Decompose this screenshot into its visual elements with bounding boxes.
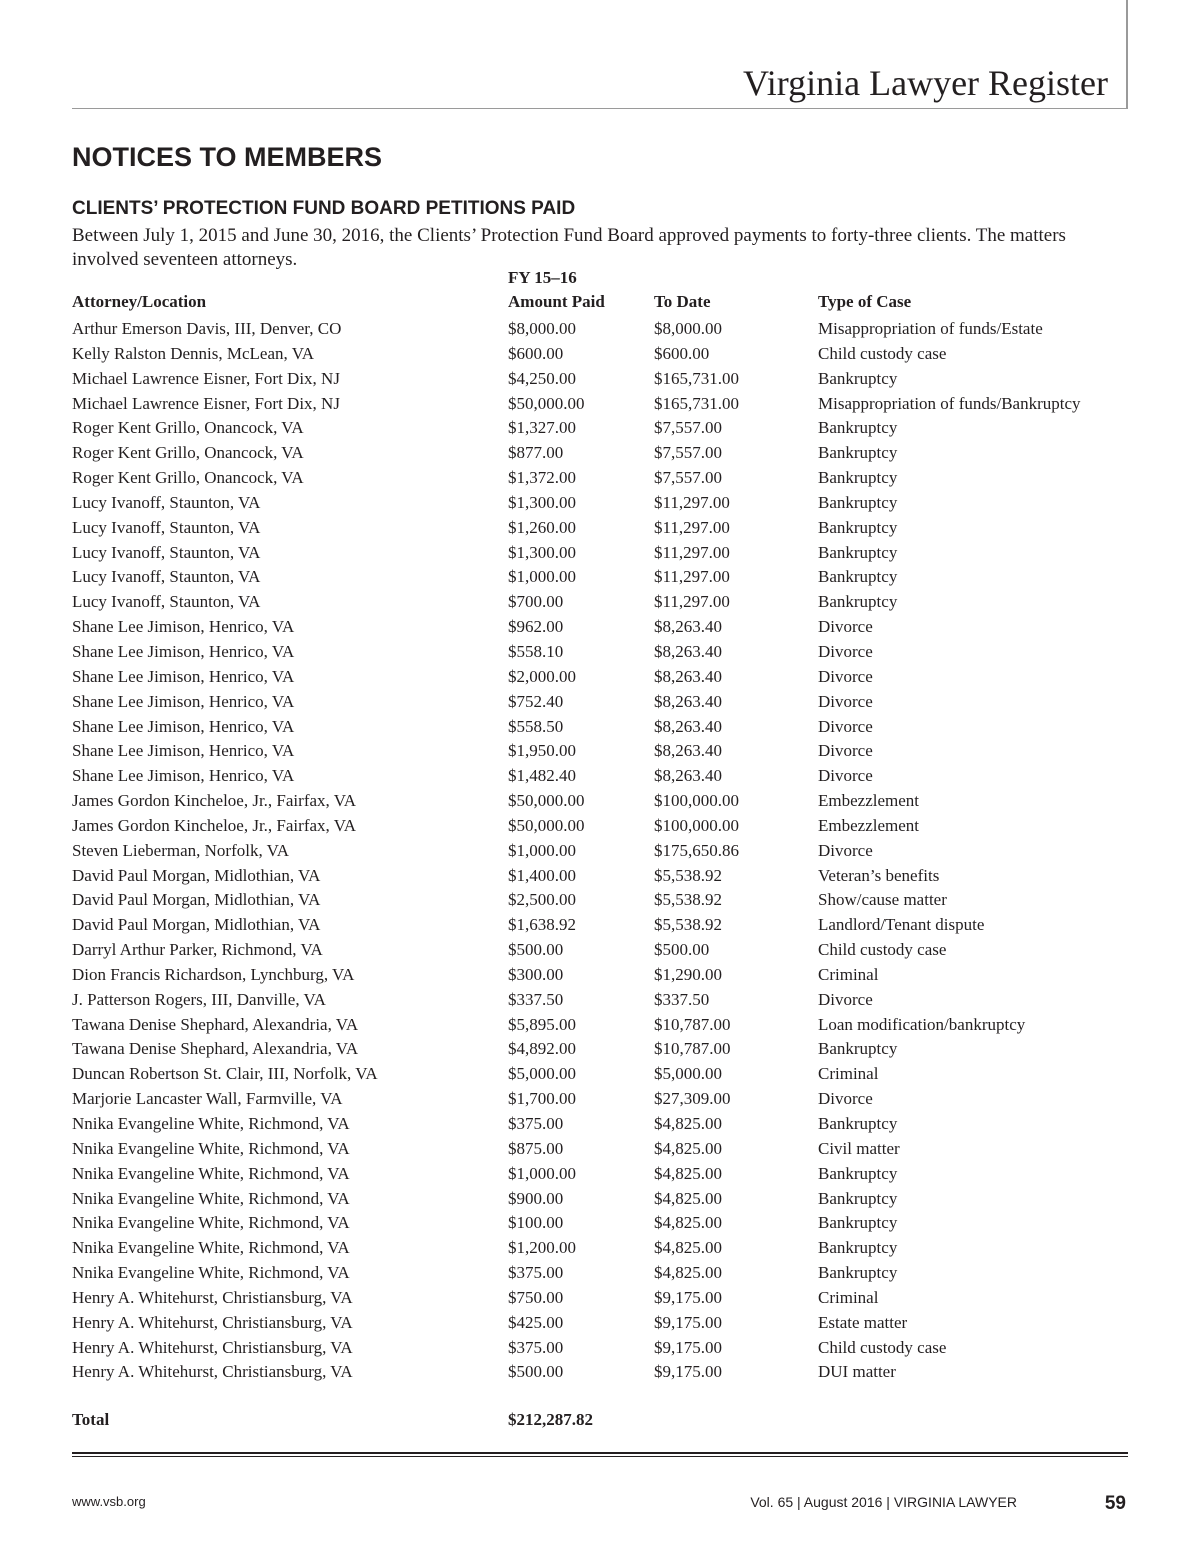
table-row — [0, 666, 1200, 691]
table-row — [0, 1361, 1200, 1386]
cell-type-of-case: Embezzlement — [818, 815, 920, 835]
cell-attorney-location: Nnika Evangeline White, Richmond, VA — [72, 1138, 350, 1158]
cell-type-of-case: Civil matter — [818, 1138, 900, 1158]
cell-amount-paid: $50,000.00 — [508, 393, 585, 413]
cell-attorney-location: Steven Lieberman, Norfolk, VA — [72, 840, 290, 860]
cell-type-of-case: Criminal — [818, 1064, 879, 1084]
table-row — [0, 1237, 1200, 1262]
cell-attorney-location: J. Patterson Rogers, III, Danville, VA — [72, 989, 326, 1009]
cell-attorney-location: Nnika Evangeline White, Richmond, VA — [72, 1163, 350, 1183]
section-subheading: CLIENTS’ PROTECTION FUND BOARD PETITIONS PAID — [72, 198, 576, 219]
cell-to-date: $10,787.00 — [654, 1039, 731, 1059]
cell-amount-paid: $1,000.00 — [508, 840, 576, 860]
cell-amount-paid: $750.00 — [508, 1287, 564, 1307]
cell-attorney-location: Lucy Ivanoff, Staunton, VA — [72, 542, 261, 562]
table-row — [0, 1063, 1200, 1088]
cell-type-of-case: Divorce — [818, 691, 873, 711]
intro-paragraph: Between July 1, 2015 and June 30, 2016, the Clients’ Protection Fund Board approved payments to forty-three clients. The matters involved seventeen attorneys. — [72, 225, 1066, 270]
cell-attorney-location: Nnika Evangeline White, Richmond, VA — [72, 1213, 350, 1233]
cell-amount-paid: $877.00 — [508, 443, 564, 463]
cell-to-date: $100,000.00 — [654, 815, 739, 835]
cell-to-date: $165,731.00 — [654, 393, 739, 413]
table-row — [0, 442, 1200, 467]
table-row — [0, 989, 1200, 1014]
cell-amount-paid: $4,250.00 — [508, 368, 576, 388]
cell-amount-paid: $558.50 — [508, 716, 564, 736]
cell-amount-paid: $337.50 — [508, 989, 564, 1009]
cell-amount-paid: $875.00 — [508, 1138, 564, 1158]
cell-amount-paid: $1,260.00 — [508, 517, 576, 537]
cell-type-of-case: Child custody case — [818, 940, 947, 960]
cell-type-of-case: Divorce — [818, 641, 873, 661]
cell-type-of-case: Estate matter — [818, 1312, 908, 1332]
cell-type-of-case: Veteran’s benefits — [818, 865, 940, 885]
cell-amount-paid: $1,327.00 — [508, 418, 576, 438]
cell-amount-paid: $1,638.92 — [508, 915, 576, 935]
cell-to-date: $8,263.40 — [654, 766, 722, 786]
table-row — [0, 616, 1200, 641]
cell-attorney-location: David Paul Morgan, Midlothian, VA — [72, 890, 321, 910]
cell-amount-paid: $375.00 — [508, 1263, 564, 1283]
cell-attorney-location: Duncan Robertson St. Clair, III, Norfolk, VA — [72, 1064, 378, 1084]
table-row — [0, 790, 1200, 815]
cell-attorney-location: Shane Lee Jimison, Henrico, VA — [72, 666, 295, 686]
cell-type-of-case: Divorce — [818, 989, 873, 1009]
cell-type-of-case: Misappropriation of funds/Bankruptcy — [818, 393, 1081, 413]
table-row — [0, 1038, 1200, 1063]
cell-to-date: $100,000.00 — [654, 791, 739, 811]
cell-type-of-case: Bankruptcy — [818, 443, 898, 463]
masthead-vertical-rule — [1126, 0, 1128, 108]
cell-attorney-location: Shane Lee Jimison, Henrico, VA — [72, 766, 295, 786]
column-header-amount-paid: Amount Paid — [508, 292, 605, 311]
cell-type-of-case: Criminal — [818, 964, 879, 984]
table-row — [0, 740, 1200, 765]
cell-type-of-case: Bankruptcy — [818, 1263, 898, 1283]
cell-to-date: $9,175.00 — [654, 1312, 722, 1332]
cell-amount-paid: $600.00 — [508, 343, 564, 363]
cell-to-date: $7,557.00 — [654, 418, 722, 438]
cell-amount-paid: $1,000.00 — [508, 567, 576, 587]
cell-to-date: $5,538.92 — [654, 890, 722, 910]
table-row — [0, 865, 1200, 890]
cell-amount-paid: $2,000.00 — [508, 666, 576, 686]
cell-amount-paid: $425.00 — [508, 1312, 564, 1332]
cell-to-date: $4,825.00 — [654, 1163, 722, 1183]
cell-to-date: $27,309.00 — [654, 1089, 731, 1109]
cell-amount-paid: $4,892.00 — [508, 1039, 576, 1059]
cell-type-of-case: Embezzlement — [818, 791, 920, 811]
cell-amount-paid: $8,000.00 — [508, 319, 576, 338]
table-row — [0, 1138, 1200, 1163]
cell-to-date: $1,290.00 — [654, 964, 722, 984]
cell-attorney-location: Kelly Ralston Dennis, McLean, VA — [72, 343, 315, 363]
cell-to-date: $9,175.00 — [654, 1337, 722, 1357]
cell-to-date: $5,538.92 — [654, 865, 722, 885]
cell-to-date: $600.00 — [654, 343, 710, 363]
cell-type-of-case: Divorce — [818, 716, 873, 736]
cell-to-date: $4,825.00 — [654, 1213, 722, 1233]
petitions-table-body — [0, 318, 1200, 1386]
cell-to-date: $8,000.00 — [654, 319, 722, 338]
cell-attorney-location: Lucy Ivanoff, Staunton, VA — [72, 492, 261, 512]
table-row — [0, 939, 1200, 964]
table-row — [0, 1188, 1200, 1213]
cell-amount-paid: $5,000.00 — [508, 1064, 576, 1084]
cell-to-date: $11,297.00 — [654, 542, 730, 562]
table-total-row — [0, 1410, 1200, 1434]
cell-to-date: $8,263.40 — [654, 666, 722, 686]
fiscal-year-label: FY 15–16 — [508, 268, 577, 287]
cell-attorney-location: Roger Kent Grillo, Onancock, VA — [72, 443, 304, 463]
cell-amount-paid: $1,000.00 — [508, 1163, 576, 1183]
cell-to-date: $8,263.40 — [654, 691, 722, 711]
cell-attorney-location: Michael Lawrence Eisner, Fort Dix, NJ — [72, 393, 340, 413]
cell-type-of-case: Bankruptcy — [818, 567, 898, 587]
cell-to-date: $10,787.00 — [654, 1014, 731, 1034]
cell-to-date: $337.50 — [654, 989, 710, 1009]
cell-to-date: $5,538.92 — [654, 915, 722, 935]
cell-type-of-case: Bankruptcy — [818, 468, 898, 488]
cell-attorney-location: Shane Lee Jimison, Henrico, VA — [72, 691, 295, 711]
cell-amount-paid: $752.40 — [508, 691, 564, 711]
cell-type-of-case: Bankruptcy — [818, 1039, 898, 1059]
table-row — [0, 641, 1200, 666]
cell-type-of-case: Bankruptcy — [818, 368, 898, 388]
table-row — [0, 964, 1200, 989]
cell-type-of-case: Loan modification/bankruptcy — [818, 1014, 1026, 1034]
cell-type-of-case: Bankruptcy — [818, 1114, 898, 1133]
cell-amount-paid: $1,482.40 — [508, 766, 576, 786]
table-row — [0, 1287, 1200, 1312]
table-row — [0, 467, 1200, 492]
cell-attorney-location: Henry A. Whitehurst, Christiansburg, VA — [72, 1312, 353, 1332]
page-number: 59 — [1104, 1493, 1126, 1514]
cell-attorney-location: Dion Francis Richardson, Lynchburg, VA — [72, 964, 355, 984]
cell-attorney-location: Lucy Ivanoff, Staunton, VA — [72, 592, 261, 612]
cell-type-of-case: Child custody case — [818, 343, 947, 363]
cell-attorney-location: Michael Lawrence Eisner, Fort Dix, NJ — [72, 368, 340, 388]
cell-amount-paid: $962.00 — [508, 617, 564, 637]
table-row — [0, 343, 1200, 368]
cell-amount-paid: $1,400.00 — [508, 865, 576, 885]
masthead-rule — [72, 108, 1128, 109]
cell-type-of-case: Misappropriation of funds/Estate — [818, 319, 1043, 338]
cell-attorney-location: Lucy Ivanoff, Staunton, VA — [72, 567, 261, 587]
cell-to-date: $500.00 — [654, 940, 710, 960]
cell-attorney-location: Nnika Evangeline White, Richmond, VA — [72, 1188, 350, 1208]
column-header-to-date: To Date — [654, 292, 711, 311]
cell-attorney-location: Nnika Evangeline White, Richmond, VA — [72, 1238, 350, 1258]
cell-attorney-location: Henry A. Whitehurst, Christiansburg, VA — [72, 1362, 353, 1382]
cell-attorney-location: Shane Lee Jimison, Henrico, VA — [72, 741, 295, 761]
cell-attorney-location: Nnika Evangeline White, Richmond, VA — [72, 1263, 350, 1283]
cell-to-date: $7,557.00 — [654, 468, 722, 488]
cell-attorney-location: David Paul Morgan, Midlothian, VA — [72, 865, 321, 885]
section-heading: NOTICES TO MEMBERS — [72, 142, 383, 172]
cell-type-of-case: Divorce — [818, 840, 873, 860]
cell-type-of-case: Divorce — [818, 766, 873, 786]
cell-amount-paid: $500.00 — [508, 1362, 564, 1382]
table-row — [0, 1262, 1200, 1287]
cell-attorney-location: Roger Kent Grillo, Onancock, VA — [72, 418, 304, 438]
cell-attorney-location: Shane Lee Jimison, Henrico, VA — [72, 641, 295, 661]
cell-type-of-case: Criminal — [818, 1287, 879, 1307]
cell-to-date: $11,297.00 — [654, 567, 730, 587]
cell-amount-paid: $1,200.00 — [508, 1238, 576, 1258]
masthead-title: Virginia Lawyer Register — [742, 63, 1108, 103]
table-row — [0, 1337, 1200, 1362]
cell-type-of-case: Child custody case — [818, 1337, 947, 1357]
table-row — [0, 765, 1200, 790]
cell-attorney-location: Henry A. Whitehurst, Christiansburg, VA — [72, 1337, 353, 1357]
table-row — [0, 914, 1200, 939]
table-header — [0, 292, 1200, 316]
column-header-attorney: Attorney/Location — [72, 292, 207, 311]
table-row — [0, 1113, 1200, 1138]
table-row — [0, 393, 1200, 418]
total-label: Total — [72, 1410, 110, 1429]
table-row — [0, 691, 1200, 716]
cell-amount-paid: $1,300.00 — [508, 492, 576, 512]
cell-attorney-location: Henry A. Whitehurst, Christiansburg, VA — [72, 1287, 353, 1307]
cell-type-of-case: Divorce — [818, 617, 873, 637]
cell-type-of-case: Bankruptcy — [818, 517, 898, 537]
table-row — [0, 840, 1200, 865]
table-row — [0, 318, 1200, 343]
cell-type-of-case: Bankruptcy — [818, 542, 898, 562]
cell-to-date: $165,731.00 — [654, 368, 739, 388]
table-row — [0, 591, 1200, 616]
cell-attorney-location: James Gordon Kincheloe, Jr., Fairfax, VA — [72, 815, 357, 835]
cell-type-of-case: Landlord/Tenant dispute — [818, 915, 985, 935]
cell-type-of-case: Bankruptcy — [818, 1188, 898, 1208]
table-row — [0, 716, 1200, 741]
cell-type-of-case: Divorce — [818, 666, 873, 686]
cell-amount-paid: $1,700.00 — [508, 1089, 576, 1109]
total-amount: $212,287.82 — [508, 1410, 593, 1429]
table-row — [0, 889, 1200, 914]
cell-type-of-case: Show/cause matter — [818, 890, 947, 910]
table-row — [0, 517, 1200, 542]
footer-website: www.vsb.org — [72, 1494, 146, 1509]
cell-amount-paid: $500.00 — [508, 940, 564, 960]
cell-amount-paid: $1,300.00 — [508, 542, 576, 562]
table-row — [0, 815, 1200, 840]
cell-amount-paid: $375.00 — [508, 1337, 564, 1357]
total-double-rule-top — [72, 1452, 1128, 1454]
cell-type-of-case: Bankruptcy — [818, 1213, 898, 1233]
cell-attorney-location: Shane Lee Jimison, Henrico, VA — [72, 617, 295, 637]
cell-amount-paid: $100.00 — [508, 1213, 564, 1233]
cell-type-of-case: Bankruptcy — [818, 1238, 898, 1258]
cell-attorney-location: Tawana Denise Shephard, Alexandria, VA — [72, 1014, 359, 1034]
cell-amount-paid: $2,500.00 — [508, 890, 576, 910]
table-row — [0, 1312, 1200, 1337]
footer-issue-info: Vol. 65 | August 2016 | VIRGINIA LAWYER — [750, 1494, 1017, 1510]
cell-to-date: $4,825.00 — [654, 1114, 722, 1133]
cell-type-of-case: Bankruptcy — [818, 492, 898, 512]
cell-amount-paid: $50,000.00 — [508, 815, 585, 835]
cell-to-date: $5,000.00 — [654, 1064, 722, 1084]
cell-attorney-location: Darryl Arthur Parker, Richmond, VA — [72, 940, 323, 960]
table-row — [0, 417, 1200, 442]
cell-amount-paid: $300.00 — [508, 964, 564, 984]
cell-to-date: $8,263.40 — [654, 617, 722, 637]
table-row — [0, 542, 1200, 567]
table-row — [0, 1088, 1200, 1113]
cell-amount-paid: $1,950.00 — [508, 741, 576, 761]
cell-attorney-location: Arthur Emerson Davis, III, Denver, CO — [72, 319, 342, 338]
table-row — [0, 1163, 1200, 1188]
table-row — [0, 1212, 1200, 1237]
cell-amount-paid: $5,895.00 — [508, 1014, 576, 1034]
cell-amount-paid: $558.10 — [508, 641, 564, 661]
cell-amount-paid: $50,000.00 — [508, 791, 585, 811]
cell-type-of-case: Divorce — [818, 741, 873, 761]
cell-type-of-case: Bankruptcy — [818, 1163, 898, 1183]
cell-type-of-case: Bankruptcy — [818, 592, 898, 612]
cell-attorney-location: David Paul Morgan, Midlothian, VA — [72, 915, 321, 935]
cell-to-date: $8,263.40 — [654, 716, 722, 736]
cell-attorney-location: Marjorie Lancaster Wall, Farmville, VA — [72, 1089, 343, 1109]
cell-to-date: $9,175.00 — [654, 1362, 722, 1382]
cell-to-date: $8,263.40 — [654, 741, 722, 761]
table-row — [0, 566, 1200, 591]
table-row — [0, 492, 1200, 517]
total-double-rule-bottom — [72, 1456, 1128, 1457]
cell-to-date: $11,297.00 — [654, 592, 730, 612]
cell-to-date: $11,297.00 — [654, 492, 730, 512]
cell-amount-paid: $700.00 — [508, 592, 564, 612]
table-row — [0, 368, 1200, 393]
cell-type-of-case: DUI matter — [818, 1362, 896, 1382]
cell-to-date: $4,825.00 — [654, 1188, 722, 1208]
cell-to-date: $8,263.40 — [654, 641, 722, 661]
cell-to-date: $175,650.86 — [654, 840, 739, 860]
cell-amount-paid: $375.00 — [508, 1114, 564, 1133]
cell-to-date: $4,825.00 — [654, 1263, 722, 1283]
cell-attorney-location: James Gordon Kincheloe, Jr., Fairfax, VA — [72, 791, 357, 811]
cell-attorney-location: Roger Kent Grillo, Onancock, VA — [72, 468, 304, 488]
cell-attorney-location: Tawana Denise Shephard, Alexandria, VA — [72, 1039, 359, 1059]
cell-to-date: $4,825.00 — [654, 1138, 722, 1158]
column-header-type-of-case: Type of Case — [818, 292, 912, 311]
cell-type-of-case: Bankruptcy — [818, 418, 898, 438]
cell-amount-paid: $900.00 — [508, 1188, 564, 1208]
cell-attorney-location: Shane Lee Jimison, Henrico, VA — [72, 716, 295, 736]
cell-to-date: $11,297.00 — [654, 517, 730, 537]
cell-amount-paid: $1,372.00 — [508, 468, 576, 488]
cell-type-of-case: Divorce — [818, 1089, 873, 1109]
cell-to-date: $9,175.00 — [654, 1287, 722, 1307]
table-row — [0, 1014, 1200, 1039]
cell-to-date: $7,557.00 — [654, 443, 722, 463]
cell-to-date: $4,825.00 — [654, 1238, 722, 1258]
cell-attorney-location: Lucy Ivanoff, Staunton, VA — [72, 517, 261, 537]
cell-attorney-location: Nnika Evangeline White, Richmond, VA — [72, 1114, 350, 1133]
